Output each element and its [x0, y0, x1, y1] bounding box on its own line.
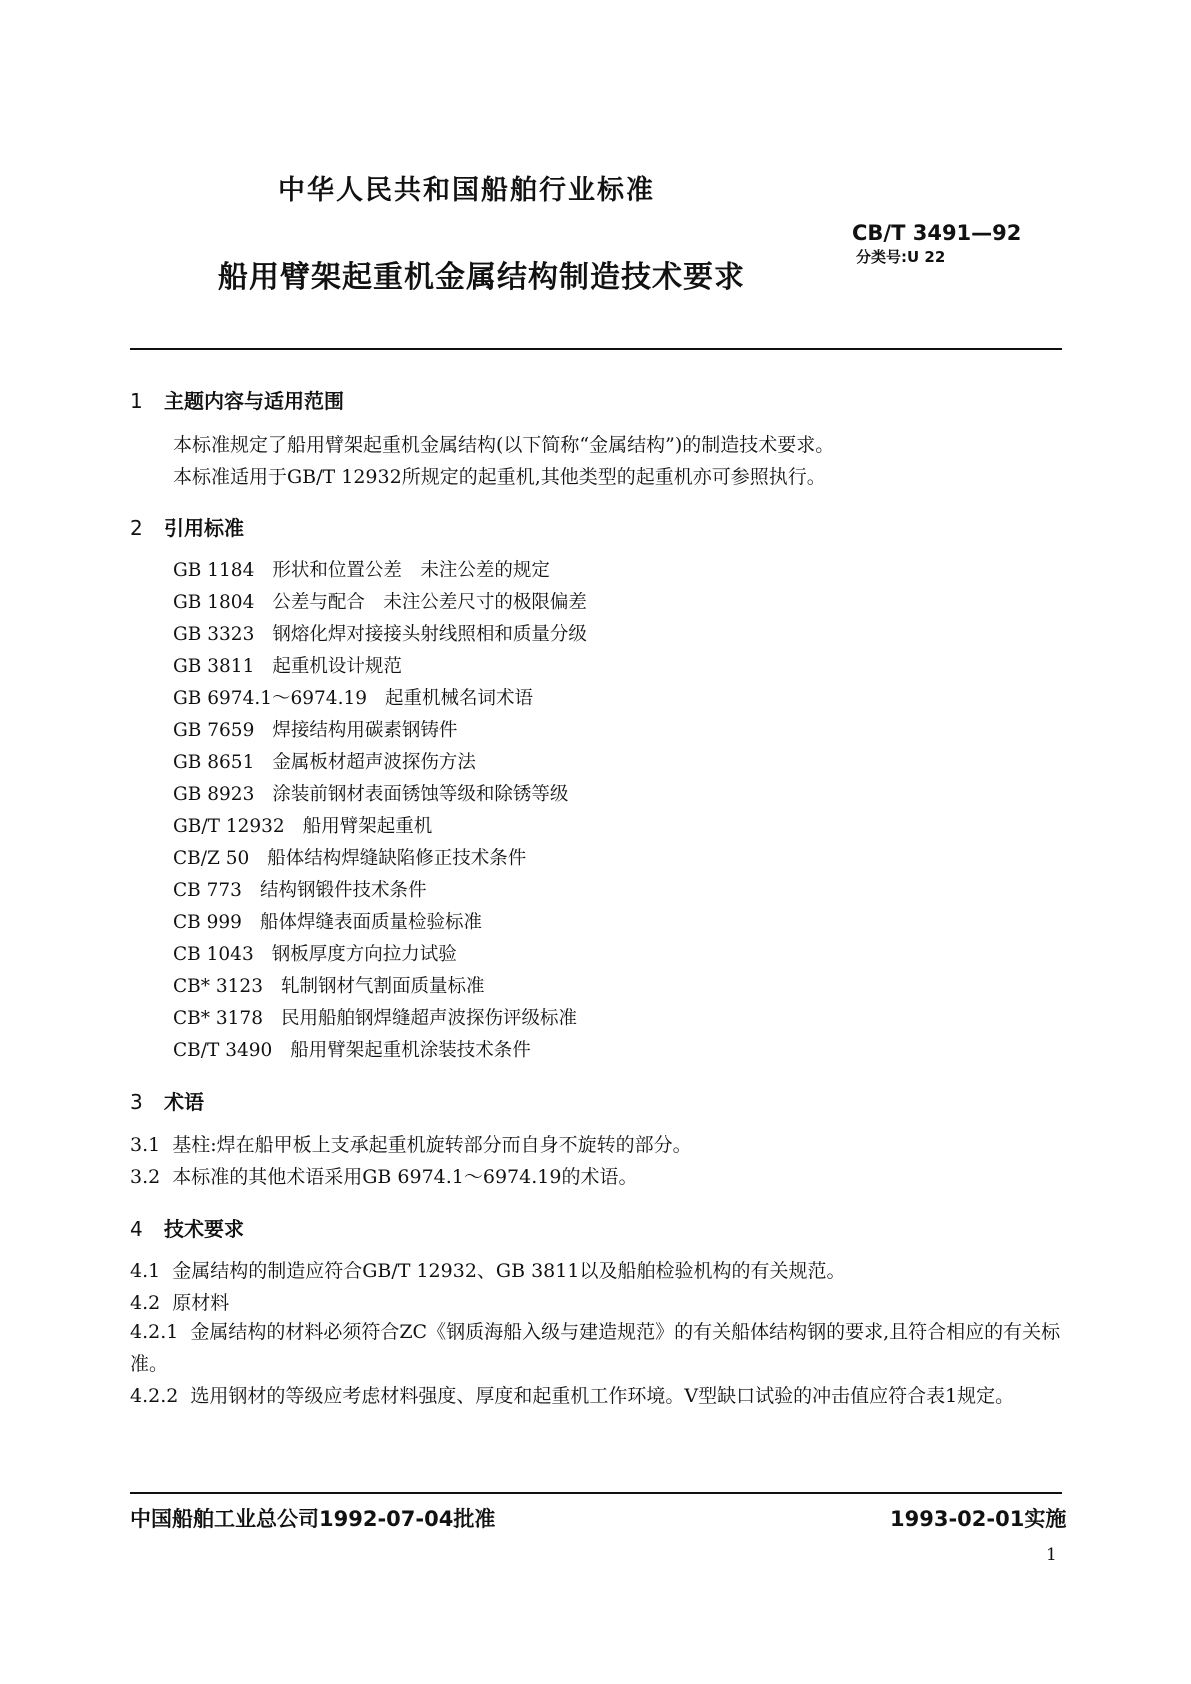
reference-item: CB/T 3490 船用臂架起重机涂装技术条件	[173, 1040, 531, 1061]
section-title: 技术要求	[164, 1217, 244, 1241]
reference-item: CB/Z 50 船体结构焊缝缺陷修正技术条件	[173, 848, 527, 869]
classification: 分类号:U 22	[856, 248, 946, 266]
section-title: 主题内容与适用范围	[164, 389, 344, 413]
reference-item: CB 999 船体焊缝表面质量检验标准	[173, 912, 482, 933]
clause: 4.2.2 选用钢材的等级应考虑材料强度、厚度和起重机工作环境。V型缺口试验的冲击值应符合表1规定。	[130, 1385, 1015, 1407]
reference-item: CB* 3178 民用船舶钢焊缝超声波探伤评级标准	[173, 1008, 577, 1029]
agency-title: 中华人民共和国船舶行业标准	[278, 175, 655, 206]
footer-divider	[130, 1492, 1062, 1494]
section-number: 1	[130, 389, 143, 413]
section-3-heading	[130, 1086, 204, 1115]
reference-item: GB/T 12932 船用臂架起重机	[173, 816, 433, 837]
section-title: 引用标准	[164, 516, 244, 540]
reference-item: GB 3323 钢熔化焊对接接头射线照相和质量分级	[173, 624, 587, 645]
approval-line: 中国船舶工业总公司1992-07-04批准	[130, 1507, 496, 1531]
reference-item: GB 8923 涂装前钢材表面锈蚀等级和除锈等级	[173, 784, 569, 805]
standard-code: CB/T 3491—92	[852, 221, 1022, 245]
paragraph: 本标准规定了船用臂架起重机金属结构(以下简称“金属结构”)的制造技术要求。	[173, 434, 835, 456]
clause: 4.2.1 金属结构的材料必须符合ZC《钢质海船入级与建造规范》的有关船体结构钢的要求,且符合相应的有关标准。	[130, 1321, 1061, 1375]
reference-item: GB 1804 公差与配合 未注公差尺寸的极限偏差	[173, 592, 587, 613]
paragraph: 本标准适用于GB/T 12932所规定的起重机,其他类型的起重机亦可参照执行。	[173, 466, 826, 488]
section-4-heading	[130, 1213, 244, 1242]
reference-item: GB 3811 起重机设计规范	[173, 656, 402, 677]
clause: 4.1 金属结构的制造应符合GB/T 12932、GB 3811以及船舶检验机构的有关规范。	[130, 1260, 846, 1282]
header-divider	[130, 348, 1062, 350]
clause: 3.2 本标准的其他术语采用GB 6974.1～6974.19的术语。	[130, 1166, 638, 1188]
section-number: 2	[130, 516, 143, 540]
section-number: 3	[130, 1090, 143, 1114]
effective-date: 1993-02-01实施	[890, 1507, 1067, 1531]
reference-item: GB 1184 形状和位置公差 未注公差的规定	[173, 560, 550, 581]
reference-item: GB 8651 金属板材超声波探伤方法	[173, 752, 476, 773]
clause: 4.2 原材料	[130, 1292, 230, 1314]
section-title: 术语	[164, 1090, 204, 1114]
page-number: 1	[1046, 1545, 1057, 1565]
reference-item: GB 7659 焊接结构用碳素钢铸件	[173, 720, 458, 741]
section-number: 4	[130, 1217, 143, 1241]
reference-item: CB 773 结构钢锻件技术条件	[173, 880, 427, 901]
document-title: 船用臂架起重机金属结构制造技术要求	[218, 260, 745, 295]
reference-item: CB* 3123 轧制钢材气割面质量标准	[173, 976, 485, 997]
section-2-heading	[130, 512, 244, 541]
reference-item: CB 1043 钢板厚度方向拉力试验	[173, 944, 457, 965]
section-1-heading	[130, 385, 344, 414]
clause: 3.1 基柱:焊在船甲板上支承起重机旋转部分而自身不旋转的部分。	[130, 1134, 692, 1156]
reference-item: GB 6974.1～6974.19 起重机械名词术语	[173, 688, 534, 709]
